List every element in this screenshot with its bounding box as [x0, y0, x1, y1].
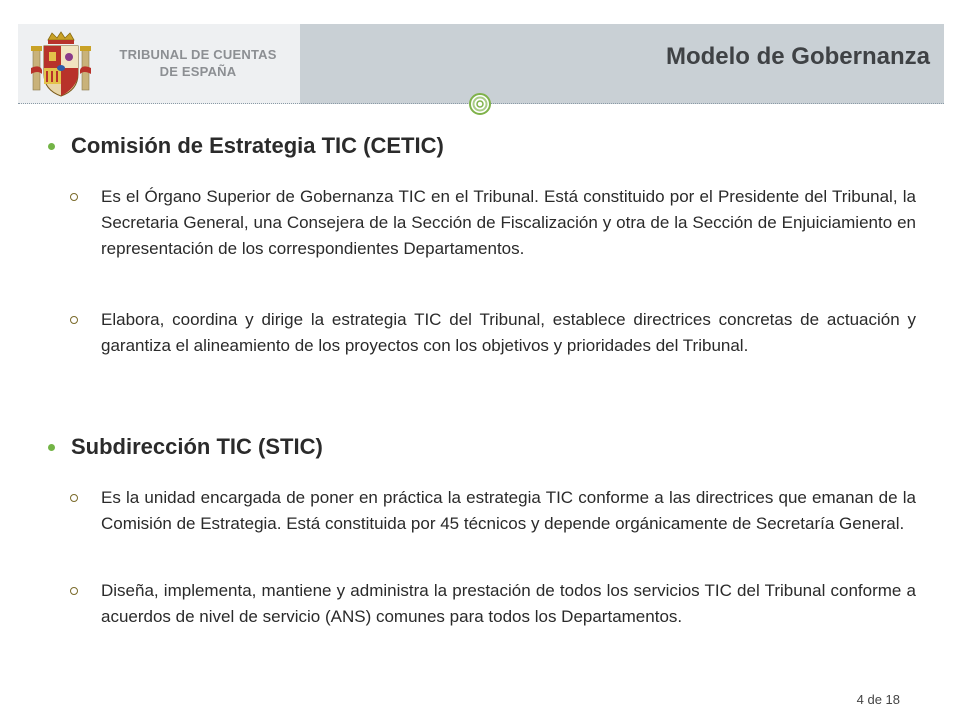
- list-item: [70, 307, 916, 359]
- list-item-text: Es el Órgano Superior de Gobernanza TIC en el Tribunal. Está constituido por el Presidente del Tribunal, la Secretaria General, una Consejera de la Sección de Fiscalización y otra de la Sección de Enjuiciamiento en representación de los correspondientes Departamentos.: [101, 187, 916, 258]
- organization-name-line2: DE ESPAÑA: [159, 64, 237, 79]
- bullet-dot-icon: [48, 444, 55, 451]
- section-heading-cetic: [48, 133, 444, 159]
- slide-title: Modelo de Gobernanza: [665, 43, 930, 70]
- list-item: [70, 485, 916, 537]
- list-item: [70, 184, 916, 262]
- circle-bullet-icon: [70, 316, 78, 324]
- section-heading-stic: [48, 434, 323, 460]
- organization-name: [108, 46, 288, 80]
- list-item: [70, 578, 916, 630]
- section-heading-text: Subdirección TIC (STIC): [71, 434, 323, 459]
- page-number: 4 de 18: [856, 692, 900, 707]
- coat-of-arms-icon: [30, 30, 92, 98]
- list-item-text: Es la unidad encargada de poner en práctica la estrategia TIC conforme a las directrices que emanan de la Comisión de Estrategia. Está constituida por 45 técnicos y depende orgánicamente de Secretaría General.: [101, 488, 916, 533]
- ring-icon: [468, 92, 492, 116]
- circle-bullet-icon: [70, 193, 78, 201]
- list-item-text: Diseña, implementa, mantiene y administra la prestación de todos los servicios TIC del Tribunal conforme a acuerdos de nivel de servicio (ANS) comunes para todos los Departamentos.: [101, 581, 916, 626]
- circle-bullet-icon: [70, 494, 78, 502]
- section-heading-text: Comisión de Estrategia TIC (CETIC): [71, 133, 444, 158]
- list-item-text: Elabora, coordina y dirige la estrategia TIC del Tribunal, establece directrices concretas de actuación y garantiza el alineamiento de los proyectos con los objetivos y prioridades del Tribunal.: [101, 310, 916, 355]
- organization-name-line1: TRIBUNAL DE CUENTAS: [119, 47, 277, 62]
- bullet-dot-icon: [48, 143, 55, 150]
- circle-bullet-icon: [70, 587, 78, 595]
